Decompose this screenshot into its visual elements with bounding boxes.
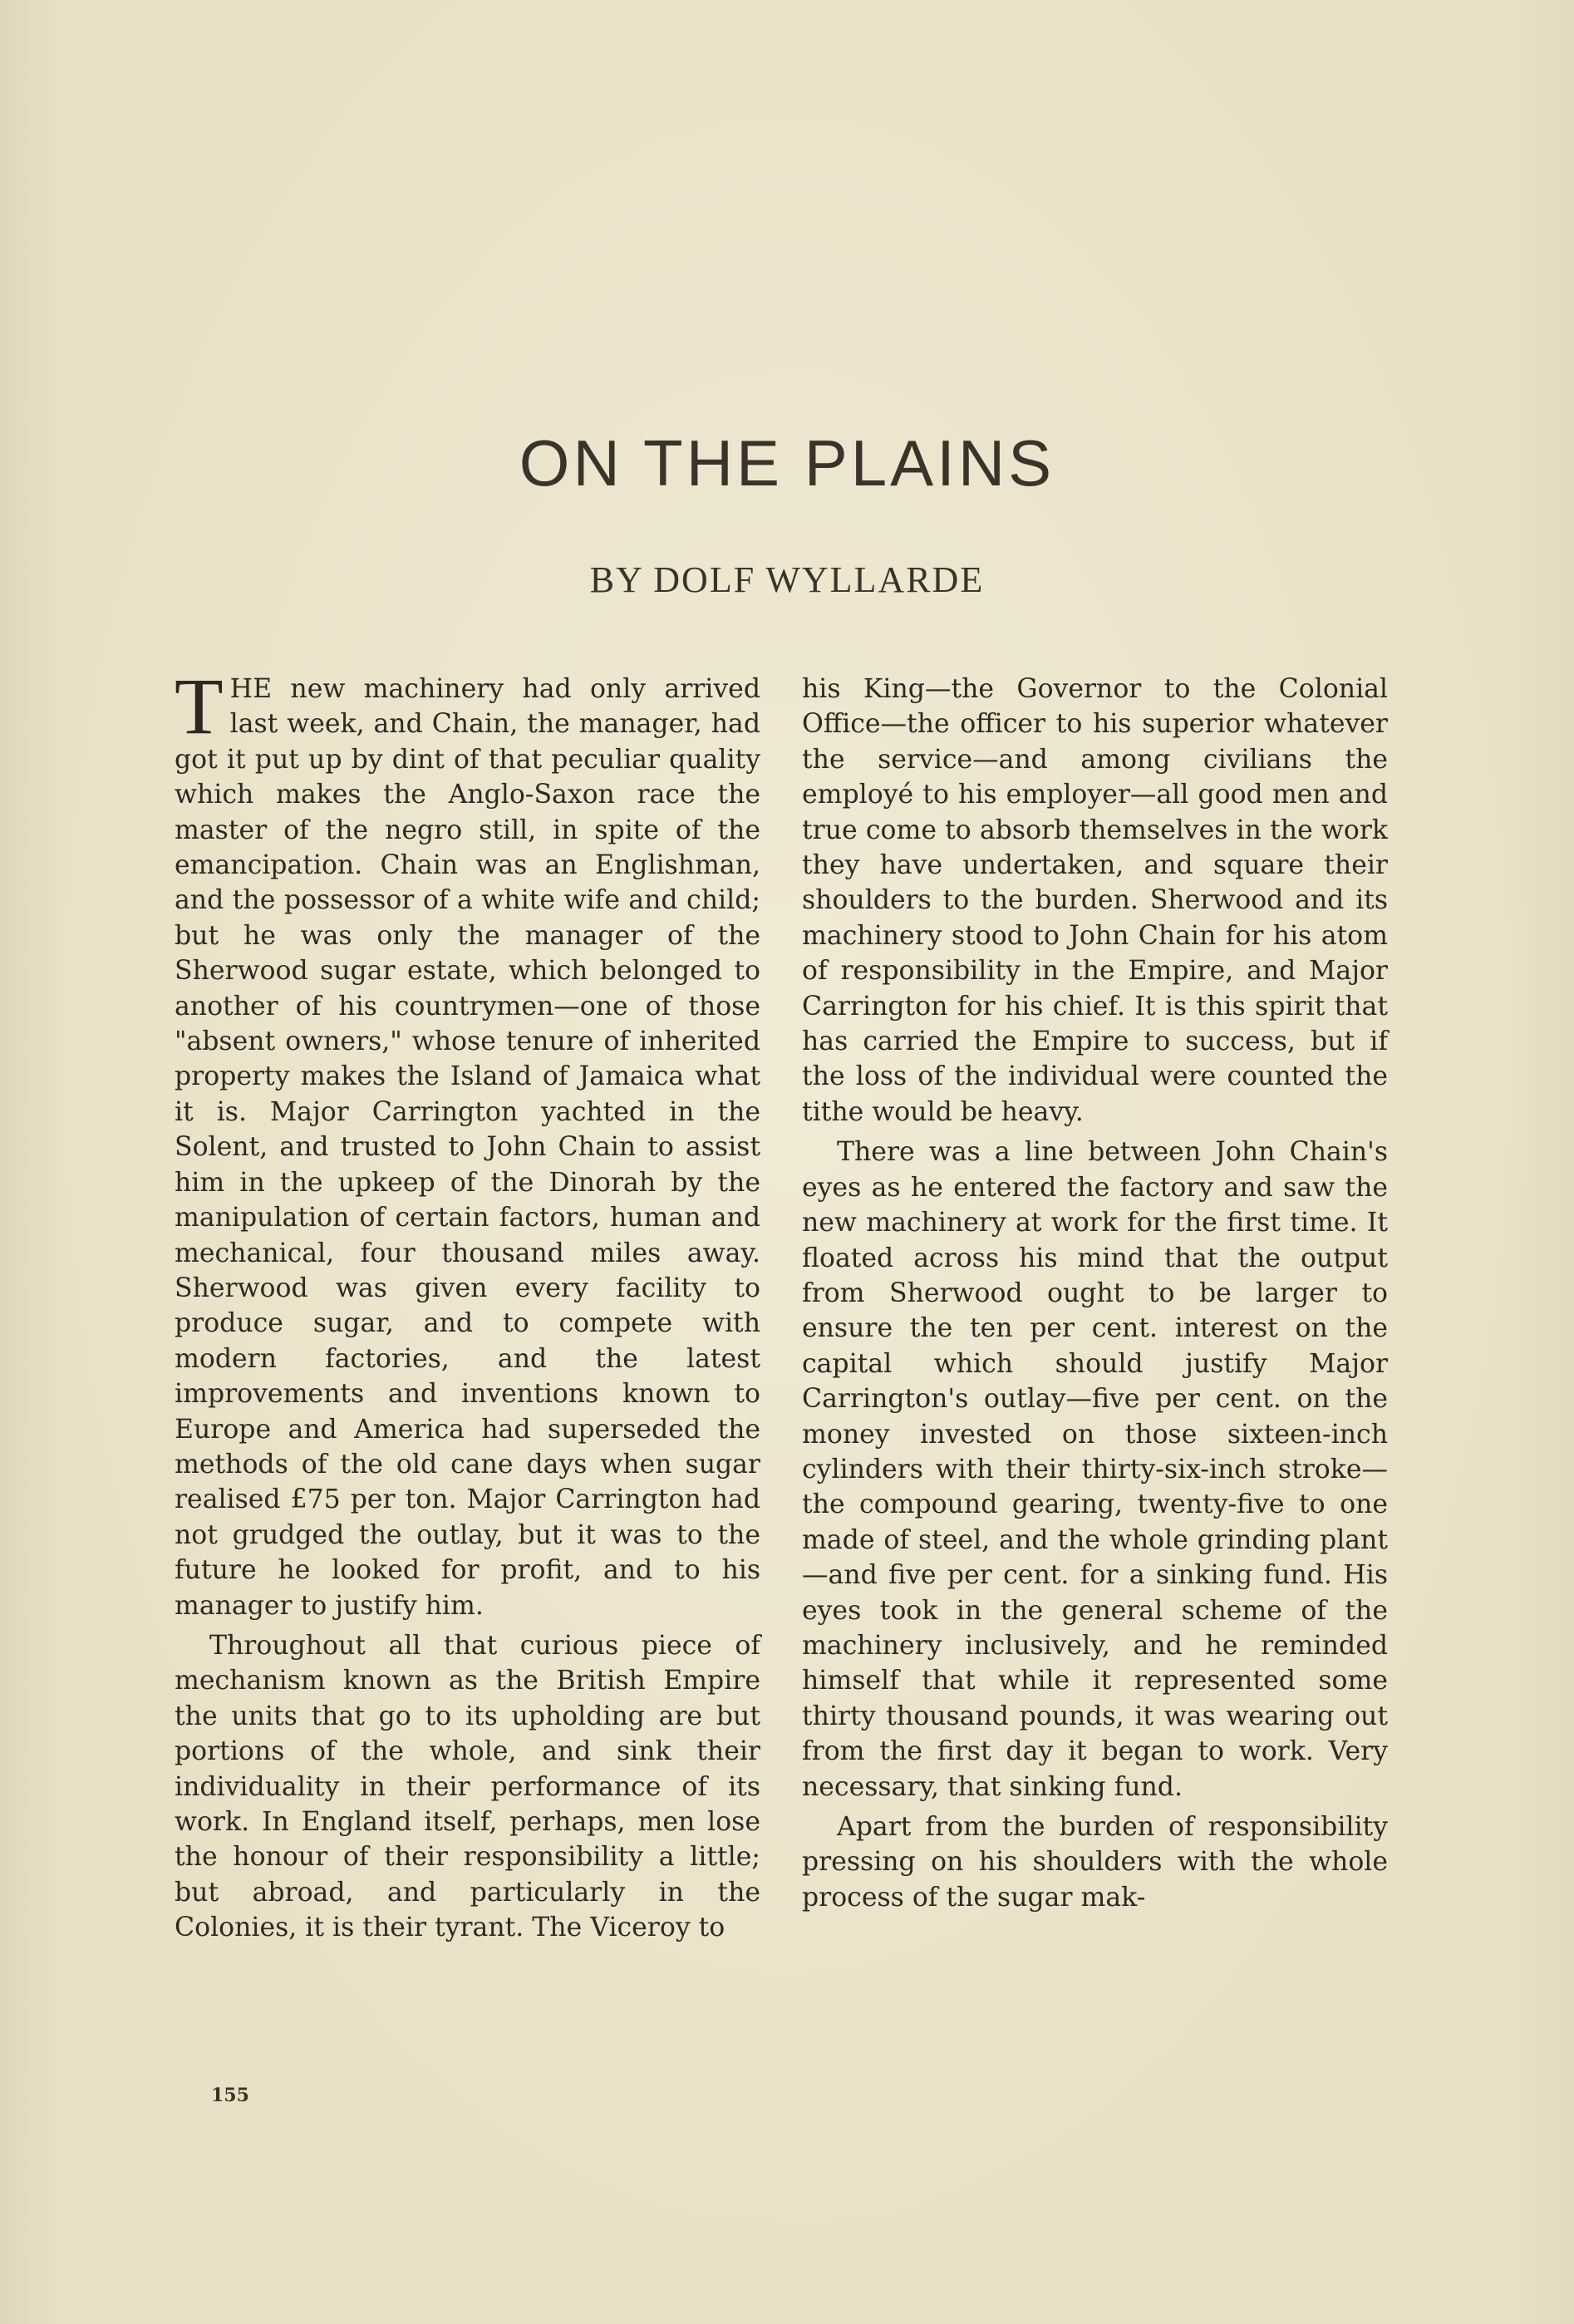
paragraph: Apart from the burden of responsibility pressing on his shoulders with the whole process of the sugar mak- [802, 1812, 1388, 1913]
article-title: ON THE PLAINS [519, 426, 1055, 500]
paragraph: Throughout all that curious piece of mechanism known as the British Empire the units that go to its upholding are but portions of the whole, and sink their individuality in their performance of its work. In England itself, perhaps, men lose the honour of their responsibility a little; but abroad, and particularly in the Colonies, it is their tyrant. The Viceroy to [175, 1630, 760, 1943]
paragraph [175, 662, 760, 1623]
text-column-right [802, 672, 1388, 1915]
text-column-left [175, 662, 760, 1946]
drop-cap: T [175, 662, 224, 751]
page-number: 155 [211, 2085, 249, 2106]
paragraph-text: HE new machinery had only arrived last week, and Chain, the manager, had got it put up by dint of that peculiar quality which makes the Anglo-Saxon race the master of the negro still, in spite of the emancipation. Chain was an Englishman, and the possessor of a white wife and child; but he was only the manager of the Sherwood sugar estate, which belonged to another of his countrymen—one of those "absent owners," whose tenure of inherited property makes the Island of Jamaica what it is. Major Carrington yachted in the Solent, and trusted to John Chain to assist him in the upkeep of the Dinorah by the manipulation of certain factors, human and mechanical, four thousand miles away. Sherwood was given every facility to produce sugar, and to compete with modern factories, and the latest improvements and inventions known to Europe and America had superseded the methods of the old cane days when sugar realised £75 per ton. Major Carrington had not grudged the outlay, but it was to the future he looked for profit, and to his manager to justify him. [175, 674, 760, 1621]
paragraph: There was a line between John Chain's eyes as he entered the factory and saw the new machinery at work for the first time. It floated across his mind that the output from Sherwood ought to be larger to ensure the ten per cent. interest on the capital which should justify Major Carrington's outlay—five per cent. on the money invested on those sixteen-inch cylinders with their thirty-six-inch stroke—the compound gearing, twenty-five to one made of steel, and the whole grinding plant—and five per cent. for a sinking fund. His eyes took in the general scheme of the machinery inclusively, and he reminded himself that while it represented some thirty thousand pounds, it was wearing out from the first day it began to work. Very necessary, that sinking fund. [802, 1137, 1388, 1802]
paragraph: his King—the Governor to the Colonial Office—the officer to his superior whatever the service—and among civilians the employé to his employer—all good men and true come to absorb themselves in the work they have undertaken, and square their shoulders to the burden. Sherwood and its machinery stood to John Chain for his atom of responsibility in the Empire, and Major Carrington for his chief. It is this spirit that has carried the Empire to success, but if the loss of the individual were counted the tithe would be heavy. [802, 674, 1388, 1127]
article-byline: BY DOLF WYLLARDE [589, 559, 985, 600]
